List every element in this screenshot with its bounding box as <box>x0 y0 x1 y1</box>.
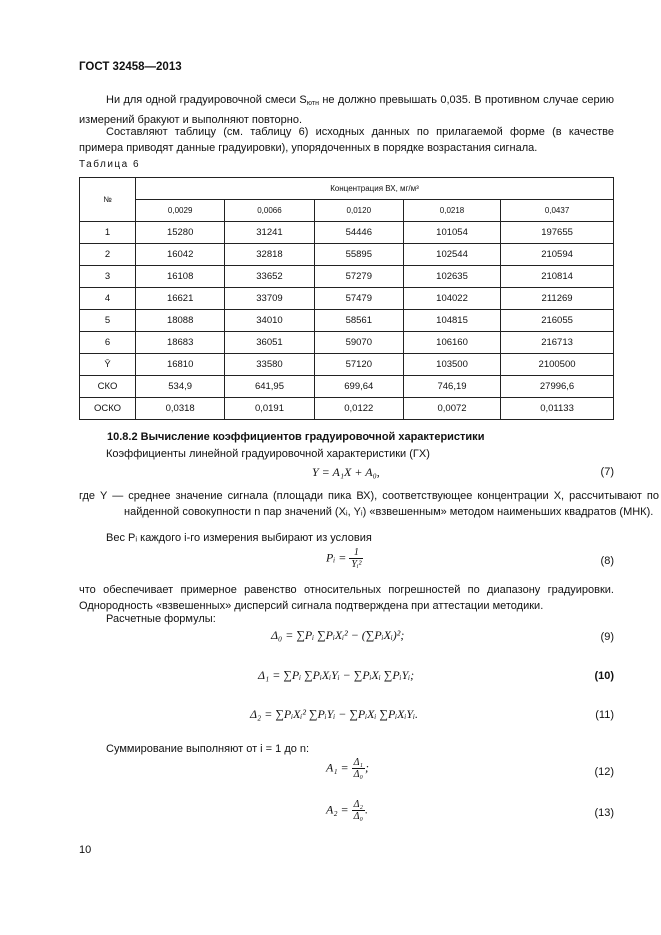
table-cell: 102635 <box>403 266 500 288</box>
fraction-denominator: Δ₀ <box>353 769 363 780</box>
table-row <box>80 332 614 354</box>
row-label: 3 <box>80 266 136 288</box>
equation-12-tail: ; <box>364 760 369 775</box>
calibration-table <box>79 177 614 420</box>
table-cell: 104022 <box>403 288 500 310</box>
table-cell: 102544 <box>403 244 500 266</box>
table-cell: 57120 <box>314 354 403 376</box>
table-cell: 534,9 <box>136 376 225 398</box>
fraction-numerator: Δ₂ <box>353 799 363 810</box>
column-header-concentration: 0,0437 <box>501 200 614 222</box>
equation-12-lhs: A₁ = <box>326 760 349 775</box>
equation-8-lhs: Pᵢ = <box>326 550 347 565</box>
table-cell: 103500 <box>403 354 500 376</box>
table-row <box>80 310 614 332</box>
column-group-header: Концентрация ВХ, мг/м³ <box>136 178 614 200</box>
table-cell: 0,0191 <box>225 398 314 420</box>
fraction <box>349 547 363 570</box>
table-cell: 106160 <box>403 332 500 354</box>
paragraph-equality: что обеспечивает примерное равенство относительных погрешностей по диапазону градуировки. Однородность «взвешенных» дисперсий сигнала подтверждена при аттестации методики. <box>79 584 614 612</box>
row-label: Ȳ <box>80 354 136 376</box>
equation-11: Δ₂ = ∑PᵢXᵢ² ∑PᵢYᵢ − ∑PᵢXᵢ ∑PᵢXᵢYᵢ. <box>250 707 418 721</box>
table-row <box>80 354 614 376</box>
table-row <box>80 398 614 420</box>
row-label: 6 <box>80 332 136 354</box>
column-header-concentration: 0,0066 <box>225 200 314 222</box>
table-cell: 211269 <box>501 288 614 310</box>
table-cell: 36051 <box>225 332 314 354</box>
table-cell: 16810 <box>136 354 225 376</box>
table-cell: 16621 <box>136 288 225 310</box>
equation-12 <box>326 757 369 780</box>
table-cell: 18088 <box>136 310 225 332</box>
fraction-denominator: Yᵢ² <box>351 559 362 570</box>
column-header-concentration: 0,0120 <box>314 200 403 222</box>
table-cell: 2100500 <box>501 354 614 376</box>
table-cell: 0,01133 <box>501 398 614 420</box>
table-cell: 15280 <box>136 222 225 244</box>
equation-7: Y = A₁X + A₀, <box>312 465 380 479</box>
paragraph-summation: Суммирование выполняют от i = 1 до n: <box>106 743 310 755</box>
fraction <box>352 757 365 780</box>
fraction <box>352 799 365 822</box>
equation-number-7: (7) <box>600 466 614 478</box>
table-cell: 54446 <box>314 222 403 244</box>
table-cell: 32818 <box>225 244 314 266</box>
equation-number-8: (8) <box>600 555 614 567</box>
table-cell: 216713 <box>501 332 614 354</box>
column-header-concentration: 0,0029 <box>136 200 225 222</box>
paragraph-tolerance-part2: не должно превышать 0,035. В противном случае серию измерений бракуют и выполняют повторно. <box>79 94 615 126</box>
fraction-numerator: 1 <box>349 547 363 559</box>
paragraph-formulas: Расчетные формулы: <box>106 613 216 625</box>
table-cell: 197655 <box>501 222 614 244</box>
paragraph-table-intro: Составляют таблицу (см. таблицу 6) исходных данных по прилагаемой форме (в качестве примера приводят данные градуировки), упорядоченных в порядке возрастания сигнала. <box>79 126 614 154</box>
table-cell: 57479 <box>314 288 403 310</box>
equation-number-11: (11) <box>595 709 614 721</box>
table-caption: Таблица 6 <box>79 159 141 170</box>
row-label: 5 <box>80 310 136 332</box>
table-cell: 210814 <box>501 266 614 288</box>
table-cell: 0,0122 <box>314 398 403 420</box>
document-header: ГОСТ 32458—2013 <box>79 61 182 73</box>
table-row <box>80 376 614 398</box>
row-label: 4 <box>80 288 136 310</box>
table-cell: 57279 <box>314 266 403 288</box>
page-number: 10 <box>79 844 92 856</box>
table-cell: 101054 <box>403 222 500 244</box>
equation-number-12: (12) <box>594 766 614 778</box>
section-title: 10.8.2 Вычисление коэффициентов градуировочной характеристики <box>107 431 485 443</box>
table-cell: 16042 <box>136 244 225 266</box>
table-cell: 699,64 <box>314 376 403 398</box>
table-row <box>80 222 614 244</box>
row-label: 2 <box>80 244 136 266</box>
equation-13-tail: . <box>364 802 368 817</box>
fraction-denominator: Δ₀ <box>353 811 363 822</box>
table-row <box>80 244 614 266</box>
table-cell: 210594 <box>501 244 614 266</box>
paragraph-tolerance-part1: Ни для одной градуировочной смеси S <box>106 94 307 106</box>
equation-number-13: (13) <box>594 807 614 819</box>
table-cell: 55895 <box>314 244 403 266</box>
column-header-concentration: 0,0218 <box>403 200 500 222</box>
table-cell: 0,0072 <box>403 398 500 420</box>
table-cell: 641,95 <box>225 376 314 398</box>
equation-9: Δ₀ = ∑Pᵢ ∑PᵢXᵢ² − (∑PᵢXᵢ)²; <box>271 628 405 642</box>
table-cell: 104815 <box>403 310 500 332</box>
row-label: СКО <box>80 376 136 398</box>
table-cell: 59070 <box>314 332 403 354</box>
table-cell: 34010 <box>225 310 314 332</box>
paragraph-coefficients: Коэффициенты линейной градуировочной характеристики (ГХ) <box>106 448 430 460</box>
subscript: ютн <box>306 100 319 107</box>
table-cell: 33709 <box>225 288 314 310</box>
table-cell: 58561 <box>314 310 403 332</box>
equation-13 <box>326 799 368 822</box>
table-cell: 16108 <box>136 266 225 288</box>
equation-8 <box>326 547 363 570</box>
table-cell: 27996,6 <box>501 376 614 398</box>
table-cell: 18683 <box>136 332 225 354</box>
table-row <box>80 266 614 288</box>
equation-number-9: (9) <box>600 631 614 643</box>
column-header-number: № <box>80 178 136 222</box>
table-cell: 31241 <box>225 222 314 244</box>
paragraph-tolerance <box>79 92 614 128</box>
paragraph-weight: Вес Pᵢ каждого i-го измерения выбирают из условия <box>106 532 372 544</box>
row-label: 1 <box>80 222 136 244</box>
table-cell: 33580 <box>225 354 314 376</box>
table-cell: 0,0318 <box>136 398 225 420</box>
equation-10: Δ₁ = ∑Pᵢ ∑PᵢXᵢYᵢ − ∑PᵢXᵢ ∑PᵢYᵢ; <box>258 668 415 682</box>
table-row <box>80 288 614 310</box>
table-cell: 746,19 <box>403 376 500 398</box>
paragraph-where: где Y — среднее значение сигнала (площади пика ВХ), соответствующее концентрации X, рассчитывают по найденной совокупности n пар значений (Xᵢ, Yᵢ) «взвешенным» методом наименьших квадратов (МНК). <box>79 490 659 518</box>
equation-number-10: (10) <box>594 670 614 682</box>
equation-13-lhs: A₂ = <box>326 802 349 817</box>
fraction-numerator: Δ₁ <box>353 757 363 768</box>
row-label: ОСКО <box>80 398 136 420</box>
table-cell: 33652 <box>225 266 314 288</box>
table-cell: 216055 <box>501 310 614 332</box>
